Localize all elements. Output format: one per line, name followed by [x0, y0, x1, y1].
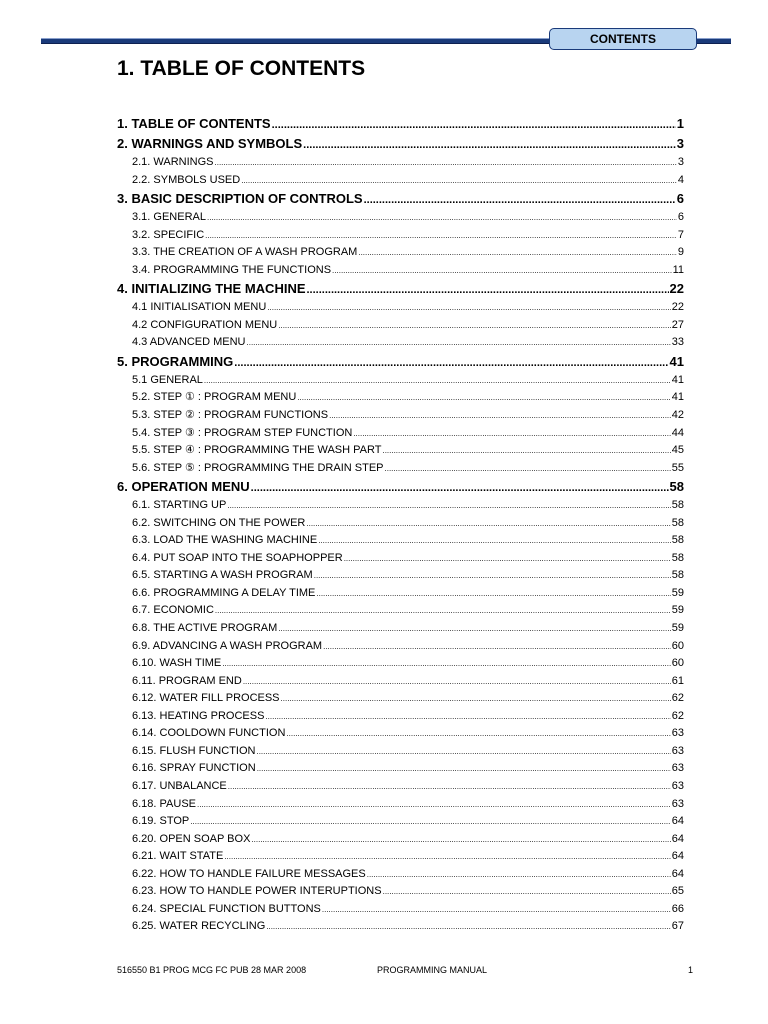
toc-dot-leader: [197, 796, 671, 814]
toc-dot-leader: [323, 638, 671, 656]
toc-section-entry[interactable]: [117, 134, 684, 154]
toc-subsection-entry[interactable]: [117, 550, 684, 568]
toc-entry-page: 33: [671, 336, 684, 349]
toc-subsection-entry[interactable]: [117, 725, 684, 743]
toc-dot-leader: [215, 602, 671, 620]
toc-entry-label: 6.9. ADVANCING A WASH PROGRAM: [132, 639, 323, 652]
toc-dot-leader: [241, 172, 677, 190]
toc-entry-page: 55: [671, 461, 684, 474]
toc-dot-leader: [316, 585, 670, 603]
toc-dot-leader: [272, 114, 676, 134]
toc-dot-leader: [307, 279, 669, 299]
toc-dot-leader: [190, 813, 670, 831]
toc-subsection-entry[interactable]: [117, 389, 684, 407]
toc-subsection-entry[interactable]: [117, 918, 684, 936]
toc-entry-label: 6.17. UNBALANCE: [132, 779, 227, 792]
toc-entry-page: 60: [671, 657, 684, 670]
toc-entry-label: 3.4. PROGRAMMING THE FUNCTIONS: [132, 263, 332, 276]
toc-entry-label: 2.2. SYMBOLS USED: [132, 173, 241, 186]
toc-entry-label: 4. INITIALIZING THE MACHINE: [117, 281, 306, 297]
toc-dot-leader: [382, 442, 670, 460]
toc-dot-leader: [314, 567, 671, 585]
toc-subsection-entry[interactable]: [117, 497, 684, 515]
toc-entry-page: 63: [671, 762, 684, 775]
toc-entry-label: 5.6. STEP ⑤ : PROGRAMMING THE DRAIN STEP: [132, 461, 384, 474]
toc-entry-label: 6.14. COOLDOWN FUNCTION: [132, 727, 286, 740]
toc-entry-page: 58: [671, 499, 684, 512]
toc-dot-leader: [234, 352, 668, 372]
toc-entry-label: 6.13. HEATING PROCESS: [132, 709, 265, 722]
toc-entry-page: 58: [671, 569, 684, 582]
toc-entry-page: 64: [671, 832, 684, 845]
toc-dot-leader: [257, 760, 671, 778]
toc-subsection-entry[interactable]: [117, 209, 684, 227]
toc-dot-leader: [205, 227, 677, 245]
toc-entry-page: 11: [672, 263, 684, 276]
toc-subsection-entry[interactable]: [117, 567, 684, 585]
toc-dot-leader: [383, 883, 671, 901]
toc-entry-label: 6.2. SWITCHING ON THE POWER: [132, 516, 306, 529]
toc-subsection-entry[interactable]: [117, 743, 684, 761]
toc-subsection-entry[interactable]: [117, 638, 684, 656]
toc-dot-leader: [251, 477, 669, 497]
toc-entry-label: 2. WARNINGS AND SYMBOLS: [117, 136, 303, 151]
toc-entry-label: 6.7. ECONOMIC: [132, 604, 214, 617]
toc-section-entry[interactable]: [117, 189, 684, 209]
toc-entry-label: 6.3. LOAD THE WASHING MACHINE: [132, 534, 318, 547]
toc-entry-label: 6.4. PUT SOAP INTO THE SOAPHOPPER: [132, 551, 343, 564]
toc-dot-leader: [265, 708, 670, 726]
toc-dot-leader: [222, 655, 671, 673]
toc-subsection-entry[interactable]: [117, 515, 684, 533]
toc-entry-page: 63: [671, 744, 684, 757]
toc-entry-label: 1. TABLE OF CONTENTS: [117, 116, 271, 131]
toc-dot-leader: [281, 690, 671, 708]
toc-entry-label: 6.12. WATER FILL PROCESS: [132, 692, 280, 705]
toc-subsection-entry[interactable]: [117, 901, 684, 919]
toc-subsection-entry[interactable]: [117, 866, 684, 884]
toc-entry-page: 62: [671, 709, 684, 722]
toc-entry-page: 22: [669, 281, 684, 297]
toc-dot-leader: [256, 743, 670, 761]
footer-doc-code: 516550 B1 PROG MCG FC PUB 28 MAR 2008: [117, 965, 307, 975]
toc-dot-leader: [243, 673, 671, 691]
toc-entry-label: 6.23. HOW TO HANDLE POWER INTERUPTIONS: [132, 885, 382, 898]
toc-entry-page: 9: [677, 246, 684, 259]
toc-entry-label: 6.25. WATER RECYCLING: [132, 920, 266, 933]
toc-subsection-entry[interactable]: [117, 585, 684, 603]
toc-entry-page: 41: [671, 391, 684, 404]
toc-entry-label: 6.5. STARTING A WASH PROGRAM: [132, 569, 313, 582]
toc-dot-leader: [227, 497, 670, 515]
toc-entry-label: 6.11. PROGRAM END: [132, 674, 242, 687]
toc-subsection-entry[interactable]: [117, 407, 684, 425]
toc-entry-label: 4.1 INITIALISATION MENU: [132, 301, 267, 314]
toc-entry-page: 6: [677, 211, 684, 224]
toc-entry-label: 5.4. STEP ③ : PROGRAM STEP FUNCTION: [132, 426, 353, 439]
toc-subsection-entry[interactable]: [117, 620, 684, 638]
toc-entry-page: 64: [671, 867, 684, 880]
toc-dot-leader: [332, 262, 672, 280]
toc-entry-label: 6.22. HOW TO HANDLE FAILURE MESSAGES: [132, 867, 366, 880]
toc-entry-page: 64: [671, 850, 684, 863]
table-of-contents: [117, 114, 684, 936]
toc-entry-page: 60: [671, 639, 684, 652]
toc-entry-page: 1: [676, 116, 684, 131]
toc-entry-label: 6.16. SPRAY FUNCTION: [132, 762, 256, 775]
toc-dot-leader: [306, 515, 670, 533]
toc-dot-leader: [286, 725, 670, 743]
toc-entry-page: 66: [671, 902, 684, 915]
toc-entry-label: 6.20. OPEN SOAP BOX: [132, 832, 251, 845]
toc-entry-page: 41: [671, 373, 684, 386]
toc-entry-page: 22: [671, 301, 684, 314]
toc-entry-label: 2.1. WARNINGS: [132, 156, 214, 168]
toc-entry-label: 6.19. STOP: [132, 815, 190, 828]
contents-tab: CONTENTS: [549, 28, 697, 50]
toc-entry-page: 58: [669, 479, 684, 495]
toc-entry-label: 3.1. GENERAL: [132, 211, 206, 224]
toc-entry-page: 59: [671, 622, 684, 635]
toc-entry-page: 27: [671, 318, 684, 331]
toc-entry-label: 5.3. STEP ② : PROGRAM FUNCTIONS: [132, 409, 329, 422]
toc-entry-label: 3.3. THE CREATION OF A WASH PROGRAM: [132, 246, 358, 259]
toc-subsection-entry[interactable]: [117, 299, 684, 317]
toc-entry-page: 63: [671, 779, 684, 792]
toc-dot-leader: [228, 778, 671, 796]
toc-entry-page: 44: [671, 426, 684, 439]
toc-dot-leader: [358, 244, 677, 262]
toc-dot-leader: [385, 460, 671, 478]
footer-doc-title: PROGRAMMING MANUAL: [377, 965, 488, 975]
toc-entry-label: 6.6. PROGRAMMING A DELAY TIME: [132, 586, 316, 599]
toc-entry-page: 41: [669, 353, 684, 369]
toc-subsection-entry[interactable]: [117, 172, 684, 190]
toc-entry-label: 5.5. STEP ④ : PROGRAMMING THE WASH PART: [132, 444, 382, 457]
toc-subsection-entry[interactable]: [117, 532, 684, 550]
toc-entry-page: 61: [671, 674, 684, 687]
toc-dot-leader: [322, 901, 671, 919]
page-title: 1. TABLE OF CONTENTS: [117, 57, 366, 80]
toc-dot-leader: [207, 209, 677, 227]
toc-entry-page: 63: [671, 727, 684, 740]
toc-dot-leader: [344, 550, 671, 568]
toc-subsection-entry[interactable]: [117, 425, 684, 443]
toc-subsection-entry[interactable]: [117, 460, 684, 478]
toc-subsection-entry[interactable]: [117, 227, 684, 245]
toc-entry-label: 6.18. PAUSE: [132, 797, 196, 810]
toc-entry-page: 4: [677, 173, 684, 186]
toc-entry-page: 7: [677, 228, 684, 241]
toc-entry-page: 64: [671, 815, 684, 828]
toc-subsection-entry[interactable]: [117, 602, 684, 620]
toc-dot-leader: [278, 620, 670, 638]
toc-subsection-entry[interactable]: [117, 334, 684, 352]
toc-dot-leader: [247, 334, 671, 352]
toc-dot-leader: [303, 134, 676, 154]
toc-section-entry[interactable]: [117, 279, 684, 299]
toc-entry-label: 5. PROGRAMMING: [117, 353, 234, 369]
toc-entry-page: 62: [671, 692, 684, 705]
toc-subsection-entry[interactable]: [117, 442, 684, 460]
toc-section-entry[interactable]: [117, 477, 684, 497]
toc-entry-page: 3: [676, 136, 684, 151]
toc-subsection-entry[interactable]: [117, 244, 684, 262]
toc-subsection-entry[interactable]: [117, 848, 684, 866]
toc-entry-label: 5.1 GENERAL: [132, 373, 203, 386]
toc-entry-label: 4.2 CONFIGURATION MENU: [132, 318, 278, 331]
toc-subsection-entry[interactable]: [117, 778, 684, 796]
toc-dot-leader: [364, 189, 676, 209]
toc-entry-label: 6.1. STARTING UP: [132, 499, 227, 512]
toc-entry-page: 67: [671, 920, 684, 933]
toc-subsection-entry[interactable]: [117, 262, 684, 280]
toc-subsection-entry[interactable]: [117, 372, 684, 390]
toc-subsection-entry[interactable]: [117, 655, 684, 673]
toc-subsection-entry[interactable]: [117, 760, 684, 778]
toc-dot-leader: [318, 532, 671, 550]
toc-dot-leader: [224, 848, 670, 866]
toc-subsection-entry[interactable]: [117, 673, 684, 691]
toc-subsection-entry[interactable]: [117, 317, 684, 335]
toc-subsection-entry[interactable]: [117, 154, 684, 172]
toc-section-entry[interactable]: [117, 114, 684, 134]
toc-entry-page: 59: [671, 604, 684, 617]
toc-entry-page: 45: [671, 444, 684, 457]
toc-entry-page: 3: [677, 156, 684, 168]
toc-entry-label: 4.3 ADVANCED MENU: [132, 336, 246, 349]
footer-page-number: 1: [687, 965, 693, 975]
toc-dot-leader: [215, 154, 677, 172]
toc-entry-page: 65: [671, 885, 684, 898]
toc-subsection-entry[interactable]: [117, 831, 684, 849]
toc-section-entry[interactable]: [117, 352, 684, 372]
toc-dot-leader: [329, 407, 671, 425]
toc-entry-label: 6. OPERATION MENU: [117, 479, 250, 495]
toc-entry-label: 3.2. SPECIFIC: [132, 228, 205, 241]
toc-entry-page: 6: [676, 191, 684, 207]
toc-subsection-entry[interactable]: [117, 796, 684, 814]
toc-entry-page: 63: [671, 797, 684, 810]
toc-dot-leader: [204, 372, 671, 390]
toc-dot-leader: [278, 317, 670, 335]
toc-entry-label: 3. BASIC DESCRIPTION OF CONTROLS: [117, 191, 363, 207]
toc-entry-page: 59: [671, 586, 684, 599]
toc-entry-label: 5.2. STEP ① : PROGRAM MENU: [132, 391, 297, 404]
toc-subsection-entry[interactable]: [117, 883, 684, 901]
toc-entry-page: 58: [671, 551, 684, 564]
toc-dot-leader: [267, 299, 670, 317]
toc-entry-label: 6.10. WASH TIME: [132, 657, 222, 670]
toc-subsection-entry[interactable]: [117, 813, 684, 831]
toc-dot-leader: [251, 831, 670, 849]
toc-dot-leader: [297, 389, 670, 407]
toc-entry-label: 6.21. WAIT STATE: [132, 850, 224, 863]
toc-subsection-entry[interactable]: [117, 708, 684, 726]
toc-subsection-entry[interactable]: [117, 690, 684, 708]
toc-dot-leader: [266, 918, 670, 936]
toc-entry-label: 6.24. SPECIAL FUNCTION BUTTONS: [132, 902, 321, 915]
toc-entry-page: 58: [671, 516, 684, 529]
toc-entry-page: 42: [671, 409, 684, 422]
toc-dot-leader: [353, 425, 670, 443]
toc-dot-leader: [367, 866, 671, 884]
toc-entry-label: 6.15. FLUSH FUNCTION: [132, 744, 256, 757]
toc-entry-page: 58: [671, 534, 684, 547]
toc-entry-label: 6.8. THE ACTIVE PROGRAM: [132, 622, 278, 635]
